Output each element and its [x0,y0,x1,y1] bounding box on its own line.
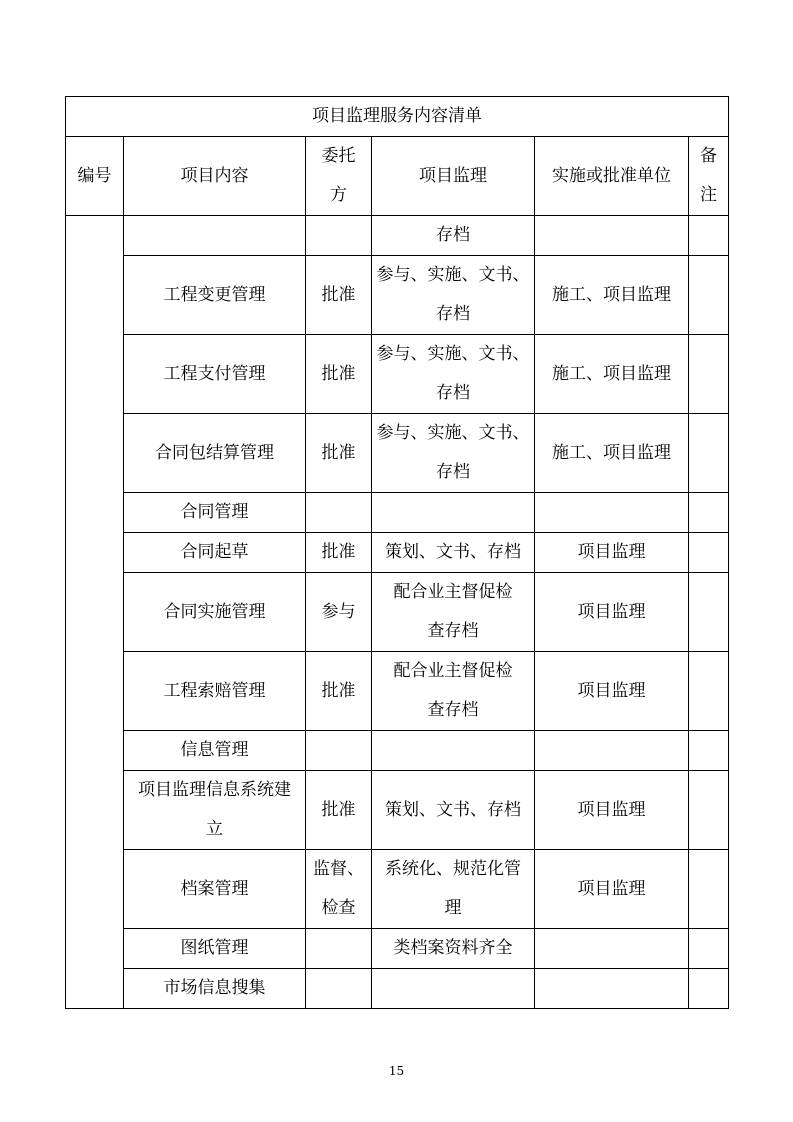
cell-client [306,216,372,256]
table-row [66,533,729,573]
cell-line: 存档 [436,462,470,482]
cell-line: 工程支付管理 [163,363,266,384]
cell-line: 档案管理 [180,878,249,899]
cell-client [306,652,372,731]
cell-line: 工程索赔管理 [163,680,266,701]
header-supervision: 项目监理 [372,137,535,216]
table-row [66,414,729,493]
cell-line: 策划、文书、存档 [385,799,521,820]
cell-line: 图纸管理 [180,938,249,958]
service-content-table [65,96,729,1009]
cell-unit [535,929,689,969]
table-row [66,969,729,1009]
cell-supervision [372,573,535,652]
cell-supervision [372,335,535,414]
cell-line: 批准 [321,680,356,701]
cell-remark [689,493,729,533]
cell-line: 理 [444,898,462,918]
cell-line: 批准 [321,799,356,820]
cell-client [306,771,372,850]
cell-content [124,414,306,493]
cell-line: 工程变更管理 [163,284,266,305]
cell-line: 项目监理信息系统建 [138,780,291,800]
cell-line: 批准 [321,542,356,562]
cell-line: 合同实施管理 [163,601,266,622]
cell-line: 施工、项目监理 [552,442,671,463]
cell-line: 参与 [321,601,356,622]
cell-line: 项目监理 [577,601,646,622]
cell-content [124,573,306,652]
cell-remark [689,850,729,929]
cell-remark [689,652,729,731]
cell-content [124,533,306,573]
cell-line: 系统化、规范化管 [385,859,521,879]
cell-unit [535,533,689,573]
cell-line: 信息管理 [180,740,249,760]
cell-unit [535,652,689,731]
table-row [66,573,729,652]
header-remark-line: 备 [700,146,718,166]
cell-line: 项目监理 [577,878,646,899]
cell-content [124,929,306,969]
cell-line: 查存档 [427,621,479,641]
table-row [66,256,729,335]
cell-line: 类档案资料齐全 [393,938,513,958]
table-row [66,731,729,771]
cell-supervision [372,256,535,335]
table-row [66,652,729,731]
cell-line: 监督、 [313,859,364,879]
cell-line: 存档 [436,383,470,403]
cell-unit [535,335,689,414]
cell-supervision [372,929,535,969]
cell-line: 批准 [321,442,356,463]
header-no: 编号 [66,137,124,216]
cell-line: 配合业主督促检 [393,661,513,681]
cell-supervision [372,216,535,256]
cell-line: 策划、文书、存档 [385,542,521,562]
header-client [306,137,372,216]
cell-client [306,929,372,969]
cell-line: 批准 [321,363,356,384]
cell-line: 施工、项目监理 [552,363,671,384]
cell-remark [689,929,729,969]
cell-unit [535,256,689,335]
cell-remark [689,969,729,1009]
cell-supervision [372,969,535,1009]
cell-unit [535,216,689,256]
cell-line: 检查 [321,898,356,918]
cell-line: 合同起草 [180,542,249,562]
cell-remark [689,414,729,493]
table-header-row [66,137,729,216]
cell-supervision [372,731,535,771]
cell-remark [689,731,729,771]
cell-unit [535,771,689,850]
cell-supervision [372,850,535,929]
cell-unit [535,573,689,652]
cell-client [306,969,372,1009]
cell-line: 查存档 [427,700,479,720]
cell-line: 项目监理 [577,680,646,701]
header-remark [689,137,729,216]
header-unit: 实施或批准单位 [535,137,689,216]
cell-remark [689,771,729,850]
cell-line: 市场信息搜集 [163,978,266,998]
cell-supervision [372,414,535,493]
cell-remark [689,216,729,256]
cell-supervision [372,652,535,731]
table-row [66,771,729,850]
cell-remark [689,256,729,335]
cell-content [124,969,306,1009]
cell-content [124,216,306,256]
cell-client [306,533,372,573]
cell-line: 立 [206,819,223,839]
table-row [66,929,729,969]
cell-client [306,335,372,414]
cell-line: 配合业主督促检 [393,582,513,602]
cell-supervision [372,533,535,573]
table-row [66,493,729,533]
cell-content [124,256,306,335]
cell-content [124,850,306,929]
cell-content [124,731,306,771]
cell-supervision [372,771,535,850]
cell-remark [689,573,729,652]
cell-line: 项目监理 [577,799,646,820]
header-content: 项目内容 [124,137,306,216]
table-row [66,335,729,414]
cell-unit [535,414,689,493]
cell-line: 存档 [436,225,470,245]
cell-remark [689,533,729,573]
cell-line: 存档 [436,304,470,324]
cell-line: 合同管理 [180,502,249,522]
cell-supervision [372,493,535,533]
cell-client [306,414,372,493]
cell-line: 项目监理 [577,542,646,562]
table-title: 项目监理服务内容清单 [66,97,729,137]
cell-line: 批准 [321,284,356,305]
row-number-cell [66,216,124,1009]
cell-line: 参与、实施、文书、 [376,344,530,364]
cell-client [306,573,372,652]
cell-remark [689,335,729,414]
cell-unit [535,731,689,771]
cell-line: 合同包结算管理 [155,442,274,463]
cell-content [124,771,306,850]
cell-client [306,731,372,771]
header-client-line: 委托 [321,146,356,166]
cell-line: 参与、实施、文书、 [376,265,530,285]
cell-content [124,652,306,731]
cell-unit [535,850,689,929]
cell-client [306,850,372,929]
cell-content [124,335,306,414]
table-row [66,850,729,929]
cell-client [306,256,372,335]
header-remark-line: 注 [700,185,718,205]
cell-unit [535,493,689,533]
cell-content [124,493,306,533]
cell-line: 施工、项目监理 [552,284,671,305]
table-title-row [66,97,729,137]
cell-unit [535,969,689,1009]
header-client-line: 方 [330,185,347,205]
table-row [66,216,729,256]
cell-client [306,493,372,533]
page-number: 15 [388,1064,405,1078]
cell-line: 参与、实施、文书、 [376,423,530,443]
